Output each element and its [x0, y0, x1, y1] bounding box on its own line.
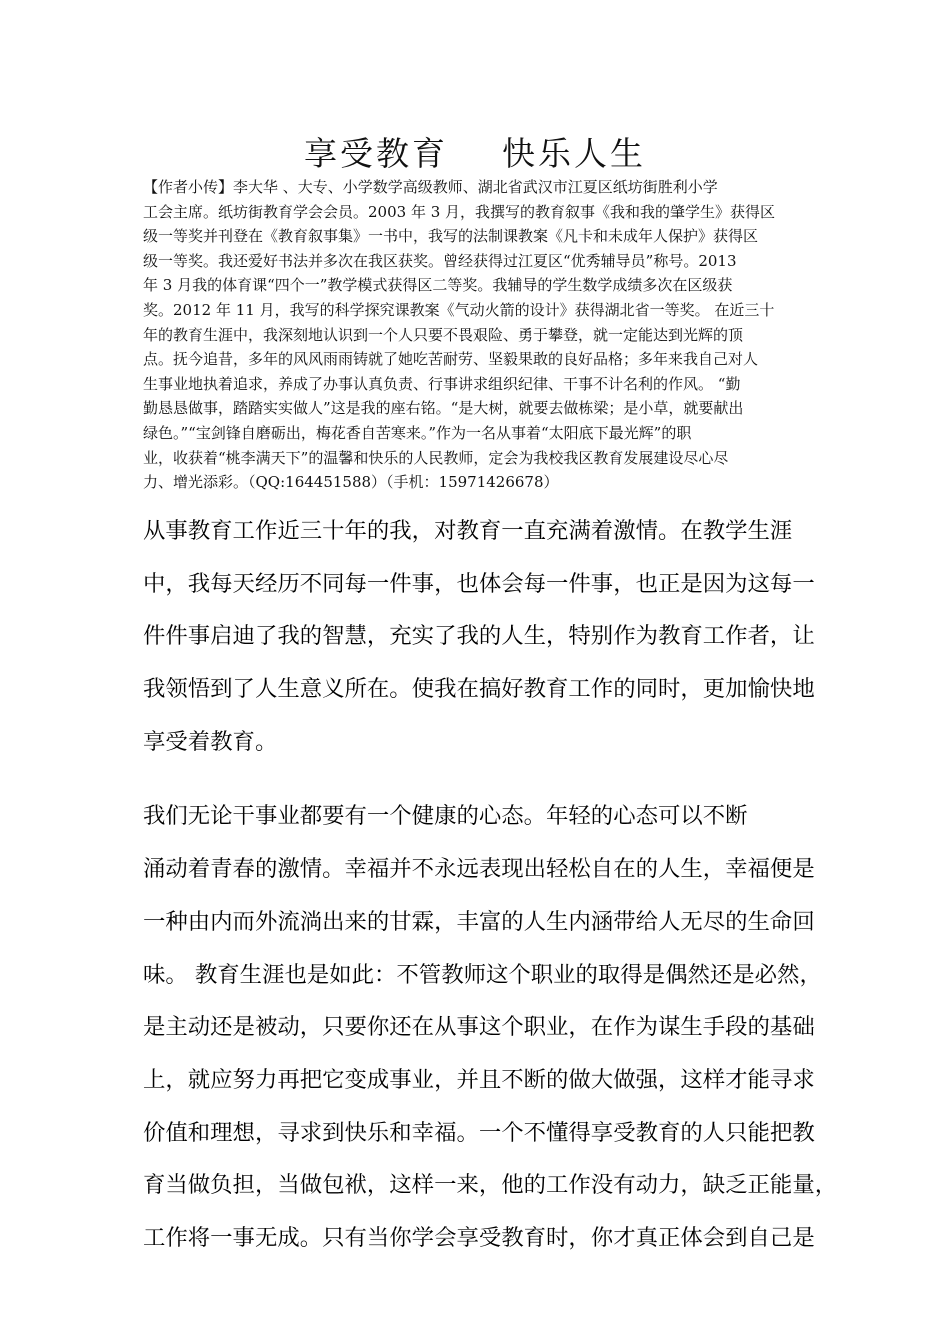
paragraph-line: 中，我每天经历不同每一件事，也体会每一件事，也正是因为这每一 — [143, 570, 815, 597]
bio-line: 力、增光添彩。（QQ:164451588）（手机：15971426678） — [143, 473, 559, 492]
bio-line: 点。抚今追昔，多年的风风雨雨铸就了她吃苦耐劳、坚毅果敢的良好品格；多年来我自己对人 — [143, 350, 759, 369]
bio-line: 【作者小传】李大华 、大专、小学数学高级教师、湖北省武汉市江夏区纸坊街胜利小学 — [143, 178, 718, 196]
paragraph-line: 上，就应努力再把它变成事业，并且不断的做大做强，这样才能寻求 — [143, 1066, 815, 1093]
paragraph-2 — [143, 790, 838, 1264]
bio-line: 奖。2012 年 11 月，我写的科学探究课教案《气动火箭的设计》获得湖北省一等奖。 在近三十 — [143, 300, 775, 319]
document-title: 享受教育 快乐人生 — [304, 134, 646, 173]
paragraph-line: 价值和理想，寻求到快乐和幸福。一个不懂得享受教育的人只能把教 — [143, 1119, 815, 1146]
bio-line: 绿色。”“宝剑锋自磨砺出，梅花香自苦寒来。”作为一名从事着“太阳底下最光辉”的职 — [143, 423, 692, 442]
paragraph-line: 涌动着青春的激情。幸福并不永远表现出轻松自在的人生，幸福便是 — [143, 856, 815, 883]
paragraph-line: 是主动还是被动，只要你还在从事这个职业，在作为谋生手段的基础 — [143, 1014, 815, 1041]
paragraph-line: 我领悟到了人生意义所在。使我在搞好教育工作的同时，更加愉快地 — [143, 676, 815, 703]
bio-line: 年 3 月我的体育课“四个一”教学模式获得区二等奖。我辅导的学生数学成绩多次在区级获 — [143, 276, 733, 295]
bio-line: 年的教育生涯中，我深刻地认识到一个人只要不畏艰险、勇于攀登，就一定能达到光辉的顶 — [143, 325, 744, 344]
paragraph-line: 味。 教育生涯也是如此：不管教师这个职业的取得是偶然还是必然， — [143, 961, 822, 988]
paragraph-1 — [143, 505, 815, 768]
paragraph-line: 工作将一事无成。只有当你学会享受教育时，你才真正体会到自己是 — [143, 1224, 815, 1251]
paragraph-spacer — [143, 768, 815, 790]
bio-line: 勤恳恳做事，踏踏实实做人”这是我的座右铭。“是大树，就要去做栋梁；是小草，就要献出 — [143, 399, 744, 418]
author-bio — [143, 175, 811, 495]
paragraph-line: 享受着教育。 — [143, 728, 278, 755]
bio-line: 生事业地执着追求，养成了办事认真负责、行事讲求组织纪律、干事不计名利的作风。 “勤 — [143, 374, 741, 393]
paragraph-line: 一种由内而外流淌出来的甘霖，丰富的人生内涵带给人无尽的生命回 — [143, 908, 815, 935]
paragraph-line: 育当做负担，当做包袱，这样一来，他的工作没有动力，缺乏正能量， — [143, 1172, 838, 1199]
bio-line: 业，收获着“桃李满天下”的温馨和快乐的人民教师，定会为我校我区教育发展建设尽心尽 — [143, 448, 729, 467]
bio-line: 级一等奖。我还爱好书法并多次在我区获奖。曾经获得过江夏区“优秀辅导员”称号。2013 — [143, 251, 737, 270]
paragraph-line: 从事教育工作近三十年的我，对教育一直充满着激情。在教学生涯 — [143, 518, 793, 544]
bio-line: 级一等奖并刊登在《教育叙事集》一书中，我写的法制课教案《凡卡和未成年人保护》获得区 — [143, 227, 759, 246]
paragraph-line: 我们无论干事业都要有一个健康的心态。年轻的心态可以不断 — [143, 803, 748, 830]
paragraph-line: 件件事启迪了我的智慧，充实了我的人生，特别作为教育工作者，让 — [143, 623, 815, 650]
bio-line: 工会主席。纸坊街教育学会会员。2003 年 3 月，我撰写的教育叙事《我和我的肇学生》获得区 — [143, 202, 776, 221]
article-body — [143, 505, 838, 1265]
